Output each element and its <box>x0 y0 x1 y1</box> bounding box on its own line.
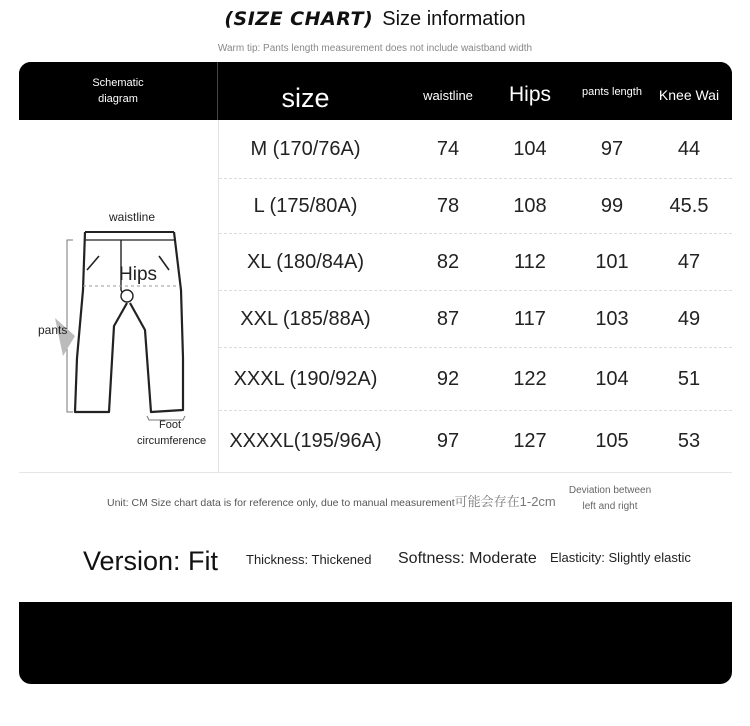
pants-drawing <box>19 120 218 472</box>
size-row <box>219 179 732 234</box>
cell-length: 103 <box>595 307 629 330</box>
cell-size: XXXXL(195/96A) <box>229 430 382 452</box>
product-specs <box>19 524 732 602</box>
cell-waist: 87 <box>436 307 460 330</box>
size-row <box>219 234 732 291</box>
cell-hips: 117 <box>514 307 546 330</box>
size-row <box>219 120 732 179</box>
cell-hips: 127 <box>513 430 547 452</box>
size-table <box>19 120 732 472</box>
title-bold: (SIZE CHART) <box>224 8 374 30</box>
header-pants-length: pants length <box>582 86 642 98</box>
table-header <box>19 62 732 120</box>
header-size: size <box>281 82 330 113</box>
measurement-note <box>19 472 732 525</box>
header-divider <box>217 62 218 120</box>
cell-hips: 108 <box>513 194 547 217</box>
size-row <box>219 411 732 472</box>
spec-thickness: Thickness: Thickened <box>246 552 372 567</box>
size-row <box>219 348 732 411</box>
note-cn: 可能会存在1-2cm <box>454 494 556 509</box>
label-circumference: circumference <box>137 435 207 447</box>
spec-softness: Softness: Moderate <box>398 550 537 567</box>
cell-size: XXXL (190/92A) <box>233 367 378 390</box>
cell-length: 97 <box>600 137 624 160</box>
header-diagram: Schematic diagram <box>92 77 144 105</box>
label-pants: pants <box>38 323 68 337</box>
cell-size: L (175/80A) <box>253 194 358 217</box>
size-chart-card <box>19 62 732 684</box>
label-foot: Foot <box>159 419 182 431</box>
header-knee: Knee Wai <box>658 87 720 103</box>
size-row <box>219 291 732 348</box>
cell-size: XL (180/84A) <box>246 250 365 273</box>
spec-version: Version: Fit <box>83 546 219 576</box>
cell-waist: 82 <box>436 250 460 273</box>
cell-waist: 97 <box>436 430 460 452</box>
spec-elasticity: Elasticity: Slightly elastic <box>550 550 691 565</box>
cell-hips: 122 <box>513 367 547 390</box>
cell-knee: 49 <box>677 307 701 330</box>
cell-length: 104 <box>595 367 629 390</box>
cell-waist: 74 <box>436 137 460 160</box>
page-title <box>0 8 750 31</box>
title-regular: Size information <box>382 8 526 30</box>
label-waistline: waistline <box>109 210 156 224</box>
cell-hips: 112 <box>514 250 546 273</box>
cell-knee: 47 <box>677 250 701 273</box>
cell-size: M (170/76A) <box>250 137 361 160</box>
cell-waist: 78 <box>436 194 460 217</box>
note-deviation: Deviation between left and right <box>568 485 652 512</box>
cell-length: 101 <box>595 250 629 273</box>
cell-length: 99 <box>600 194 624 217</box>
warm-tip: Warm tip: Pants length measurement does not include waistband width <box>217 43 533 54</box>
header-waistline: waistline <box>423 87 473 103</box>
cell-hips: 104 <box>513 137 547 160</box>
cell-knee: 51 <box>677 367 701 390</box>
cell-knee: 53 <box>677 430 701 452</box>
header-hips: Hips <box>508 83 551 106</box>
cell-knee: 44 <box>677 137 701 160</box>
cell-length: 105 <box>595 430 629 452</box>
note-text: Unit: CM Size chart data is for reference only, due to manual measurement可能会存在1-2cm <box>107 494 556 509</box>
cell-knee: 45.5 <box>669 194 709 217</box>
label-hips: Hips <box>119 264 158 285</box>
schematic-diagram <box>19 120 219 472</box>
cell-size: XXL (185/88A) <box>240 307 371 330</box>
cell-waist: 92 <box>436 367 460 390</box>
